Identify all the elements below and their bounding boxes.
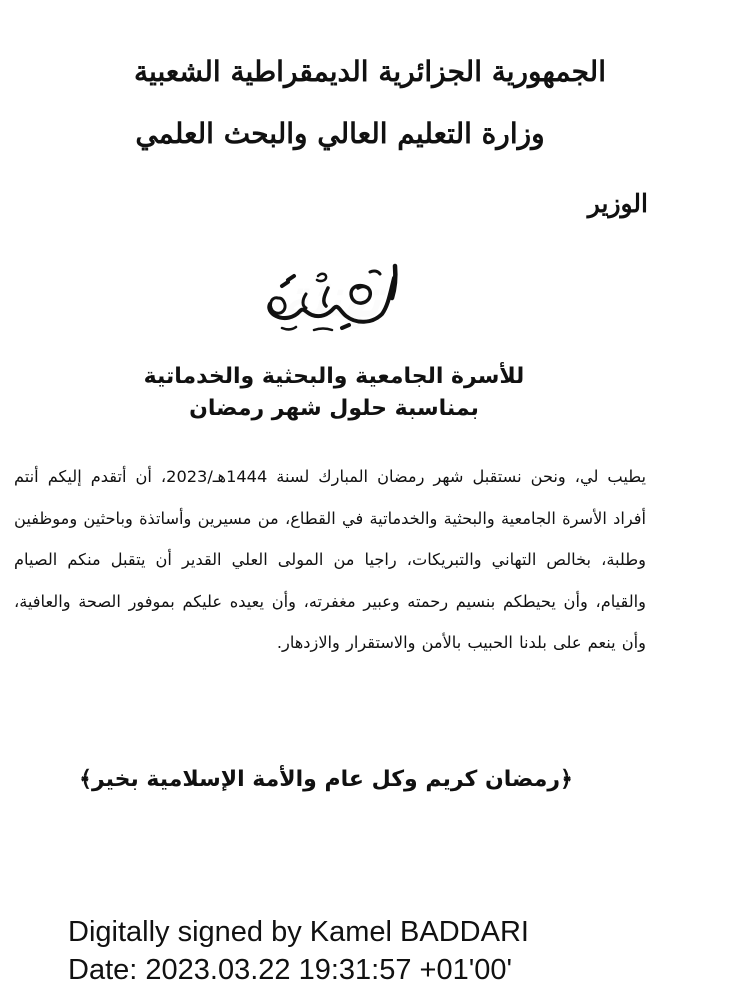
subtitle-line-2: بمناسبة حلول شهر رمضان <box>189 396 479 421</box>
message-body: يطيب لي، ونحن نستقبل شهر رمضان المبارك لسنة 1444هـ/2023، أن أتقدم إليكم أنتم أفراد الأسرة الجامعية والبحثية والخدماتية في القطاع، من مسيرين وأساتذة وباحثين وموظفين وطلبة، بخالص التهاني والتبريكات، راجيا من المولى العلي القدير أن يتقبل منكم الصيام والقيام، وأن يحيطكم بنسيم رحمته وعبير مغفرته، وأن يعيده عليكم بموفور الصحة والعافية، وأن ينعم على بلدنا الحبيب بالأمن والاستقرار والازدهار. <box>14 467 647 652</box>
closing-phrase <box>0 762 744 798</box>
digital-signature-date: Date: 2023.03.22 19:31:57 +01'00' <box>68 954 513 986</box>
republic-heading: الجمهورية الجزائرية الديمقراطية الشعبية <box>133 55 606 88</box>
minister-label: الوزير <box>587 189 648 218</box>
ministry-heading: وزارة التعليم العالي والبحث العلمي <box>135 117 545 150</box>
closing-phrase-text: ﴿رمضان كريم وكل عام والأمة الإسلامية بخير﴾ <box>79 767 573 792</box>
subtitle-line-1: للأسرة الجامعية والبحثية والخدماتية <box>143 364 525 389</box>
greeting-calligraphy <box>262 258 402 338</box>
digital-signature-name: Digitally signed by Kamel BADDARI <box>68 916 529 948</box>
